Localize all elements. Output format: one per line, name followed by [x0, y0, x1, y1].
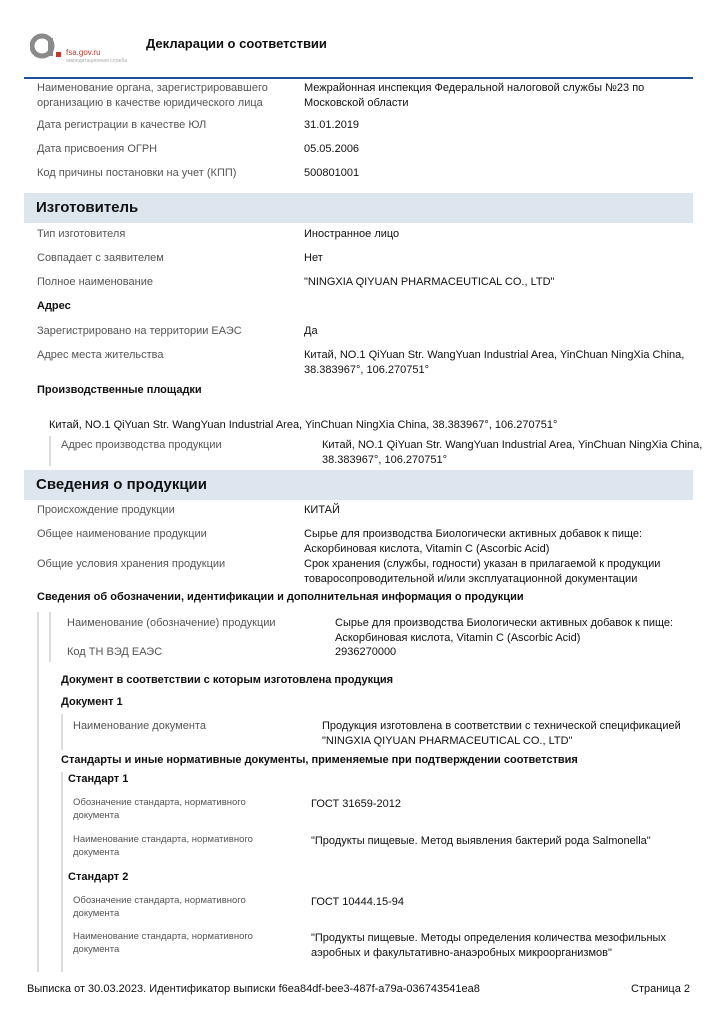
- production-site-line: Китай, NO.1 QiYuan Str. WangYuan Industrial Area, YinChuan NingXia China, 38.383967°, 106.270751°: [49, 419, 558, 431]
- fsa-logo: [30, 32, 140, 66]
- standard-1-code-value: ГОСТ 31659-2012: [311, 798, 401, 810]
- product-name-label: Общее наименование продукции: [37, 528, 207, 540]
- footer-extract: Выписка от 30.03.2023. Идентификатор выписки f6ea84df-bee3-487f-a79a-036743541ea8: [27, 983, 480, 995]
- org-ogrn-label: Дата присвоения ОГРН: [37, 143, 158, 155]
- document-1-value: Продукция изготовлена в соответствии с технической спецификацией "NINGXIA QIYUAN PHARMACEUTICAL CO., LTD": [322, 720, 681, 747]
- org-ogrn-value: 05.05.2006: [304, 143, 360, 155]
- standard-1-title: Стандарт 1: [68, 773, 129, 785]
- document-1-label: Наименование документа: [73, 720, 206, 732]
- footer-page-number: Страница 2: [631, 983, 691, 995]
- org-regdate-value: 31.01.2019: [304, 119, 360, 131]
- ident-indent-line: [37, 612, 39, 972]
- manufacturer-heading: Изготовитель: [36, 199, 139, 216]
- manufacturer-same-label: Совпадает с заявителем: [37, 252, 164, 264]
- standard-1-code-label: Обозначение стандарта, нормативного документа: [73, 797, 246, 821]
- storage-label: Общие условия хранения продукции: [37, 558, 226, 570]
- address-heading: Адрес: [37, 300, 71, 312]
- standards-heading: Стандарты и иные нормативные документы, применяемые при подтверждении соответствия: [61, 754, 578, 766]
- standard-2-name-value: "Продукты пищевые. Методы определения количества мезофильных аэробных и факультативно-анаэробных микроорганизмов": [311, 932, 666, 959]
- production-sites-heading: Производственные площадки: [37, 384, 202, 396]
- site-address-value: Китай, NO.1 QiYuan Str. WangYuan Industrial Area, YinChuan NingXia China, 38.383967°, 106.270751°: [322, 439, 703, 466]
- manufacturer-type-value: Иностранное лицо: [304, 228, 400, 240]
- standard-2-name-label: Наименование стандарта, нормативного документа: [73, 931, 253, 955]
- eaes-label: Зарегистрировано на территории ЕАЭС: [37, 325, 242, 337]
- org-regdate-label: Дата регистрации в качестве ЮЛ: [37, 119, 207, 131]
- tnved-label: Код ТН ВЭД ЕАЭС: [67, 646, 163, 658]
- org-kpp-label: Код причины постановки на учет (КПП): [37, 167, 237, 179]
- product-section-header: [24, 470, 693, 500]
- designation-value: Сырье для производства Биологически активных добавок к пище: Аскорбиновая кислота, Vitamin C (Ascorbic Acid): [335, 617, 674, 644]
- tnved-value: 2936270000: [335, 646, 397, 658]
- manufacturer-name-label: Полное наименование: [37, 276, 153, 288]
- page-title: Декларации о соответствии: [146, 36, 327, 51]
- document-1-title: Документ 1: [61, 696, 123, 708]
- standard-2-title: Стандарт 2: [68, 871, 129, 883]
- org-authority-label: Наименование органа, зарегистрировавшего организацию в качестве юридического лица: [37, 82, 268, 109]
- origin-value: КИТАЙ: [304, 504, 340, 516]
- header-divider: [24, 77, 693, 79]
- product-heading: Сведения о продукции: [36, 476, 207, 493]
- fsa-logo-icon: [30, 32, 64, 60]
- standard-1-name-label: Наименование стандарта, нормативного документа: [73, 834, 253, 858]
- residence-value: Китай, NO.1 QiYuan Str. WangYuan Industrial Area, YinChuan NingXia China, 38.383967°, 106.270751°: [304, 349, 685, 376]
- document-heading: Документ в соответствии с которым изготовлена продукция: [61, 674, 394, 686]
- logo-subtitle: аккредитационная служба: [66, 58, 128, 64]
- origin-label: Происхождение продукции: [37, 504, 175, 516]
- designation-label: Наименование (обозначение) продукции: [67, 617, 276, 629]
- product-name-value: Сырье для производства Биологически активных добавок к пище: Аскорбиновая кислота, Vitamin C (Ascorbic Acid): [304, 528, 643, 555]
- eaes-value: Да: [304, 325, 318, 337]
- site-indent-line: [49, 436, 51, 466]
- storage-value: Срок хранения (службы, годности) указан в прилагаемой к продукции товаросопроводительной и/или эксплуатационной документации: [304, 558, 661, 585]
- identification-heading: Сведения об обозначении, идентификации и дополнительная информация о продукции: [37, 591, 524, 603]
- standard-1-name-value: "Продукты пищевые. Метод выявления бактерий рода Salmonella": [311, 835, 651, 847]
- ident-inner-line: [49, 612, 51, 662]
- standard-2-code-value: ГОСТ 10444.15-94: [311, 896, 405, 908]
- org-authority-value: Межрайонная инспекция Федеральной налоговой службы №23 по Московской области: [304, 82, 645, 109]
- standard-2-code-label: Обозначение стандарта, нормативного документа: [73, 895, 246, 919]
- manufacturer-name-value: "NINGXIA QIYUAN PHARMACEUTICAL CO., LTD": [304, 276, 555, 288]
- standards-indent-line: [61, 772, 63, 972]
- org-kpp-value: 500801001: [304, 167, 360, 179]
- residence-label: Адрес места жительства: [37, 349, 164, 361]
- site-address-label: Адрес производства продукции: [61, 439, 222, 451]
- logo-site: fsa.gov.ru: [66, 48, 101, 57]
- doc-indent-line: [61, 714, 63, 750]
- manufacturer-same-value: Нет: [304, 252, 323, 264]
- manufacturer-section-header: [24, 193, 693, 223]
- manufacturer-type-label: Тип изготовителя: [37, 228, 126, 240]
